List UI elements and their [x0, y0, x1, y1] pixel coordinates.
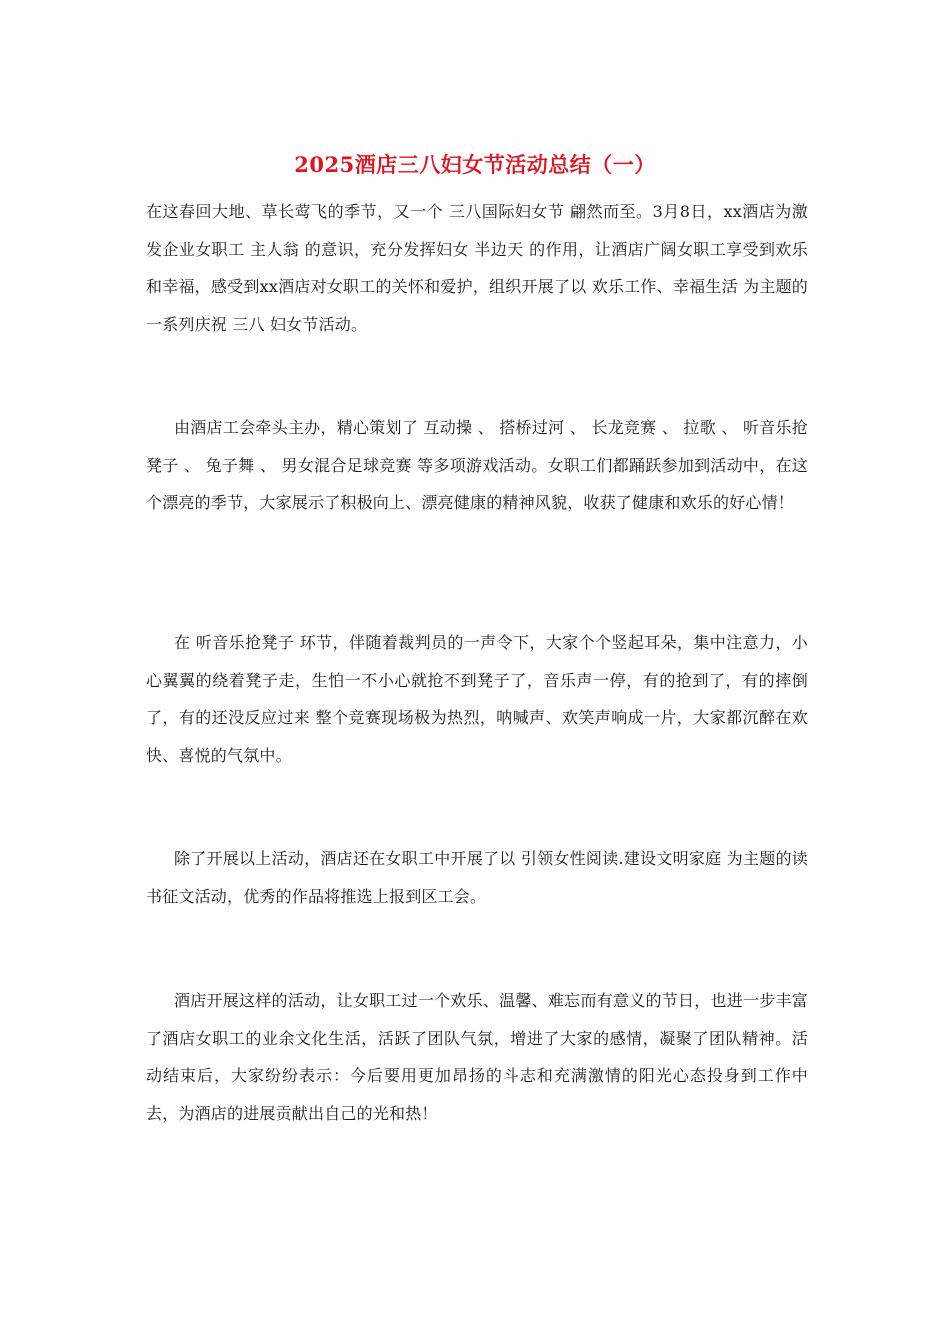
- paragraph-intro: 在这春回大地、草长莺飞的季节，又一个 三八国际妇女节 翩然而至。3月8日，xx酒店为激发企业女职工 主人翁 的意识，充分发挥妇女 半边天 的作用，让酒店广阔女职工享受到欢乐和幸福，感受到xx酒店对女职工的关怀和爱护，组织开展了以 欢乐工作、幸福生活 为主题的一系列庆祝 三八 妇女节活动。: [146, 202, 808, 334]
- paragraph-conclusion: 酒店开展这样的活动，让女职工过一个欢乐、温馨、难忘而有意义的节日，也进一步丰富了酒店女职工的业余文化生活，活跃了团队气氛，增进了大家的感情，凝聚了团队精神。活动结束后，大家纷纷表示：今后要用更加昂扬的斗志和充满激情的阳光心态投身到工作中去，为酒店的进展贡献出自己的光和热！: [146, 991, 808, 1123]
- paragraph-musical-chairs: 在 听音乐抢凳子 环节，伴随着裁判员的一声令下，大家个个竖起耳朵，集中注意力，小心翼翼的绕着凳子走，生怕一不小心就抢不到凳子了，音乐声一停，有的抢到了，有的摔倒了，有的还没反应过来 整个竞赛现场极为热烈，呐喊声、欢笑声响成一片，大家都沉醉在欢快、喜悦的气氛中。: [146, 633, 808, 765]
- paragraph-reading-essay: 除了开展以上活动，酒店还在女职工中开展了以 引领女性阅读.建设文明家庭 为主题的读书征文活动，优秀的作品将推选上报到区工会。: [146, 849, 808, 906]
- document-title: 2025酒店三八妇女节活动总结（一）: [294, 152, 656, 177]
- paragraph-activities: 由酒店工会牵头主办，精心策划了 互动操 、 搭桥过河 、 长龙竞赛 、 拉歌 、 听音乐抢凳子 、 兔子舞 、 男女混合足球竞赛 等多项游戏活动。女职工们都踊跃参加到活动中，在这个漂亮的季节，大家展示了积极向上、漂亮健康的精神风貌，收获了健康和欢乐的好心情！: [146, 418, 808, 512]
